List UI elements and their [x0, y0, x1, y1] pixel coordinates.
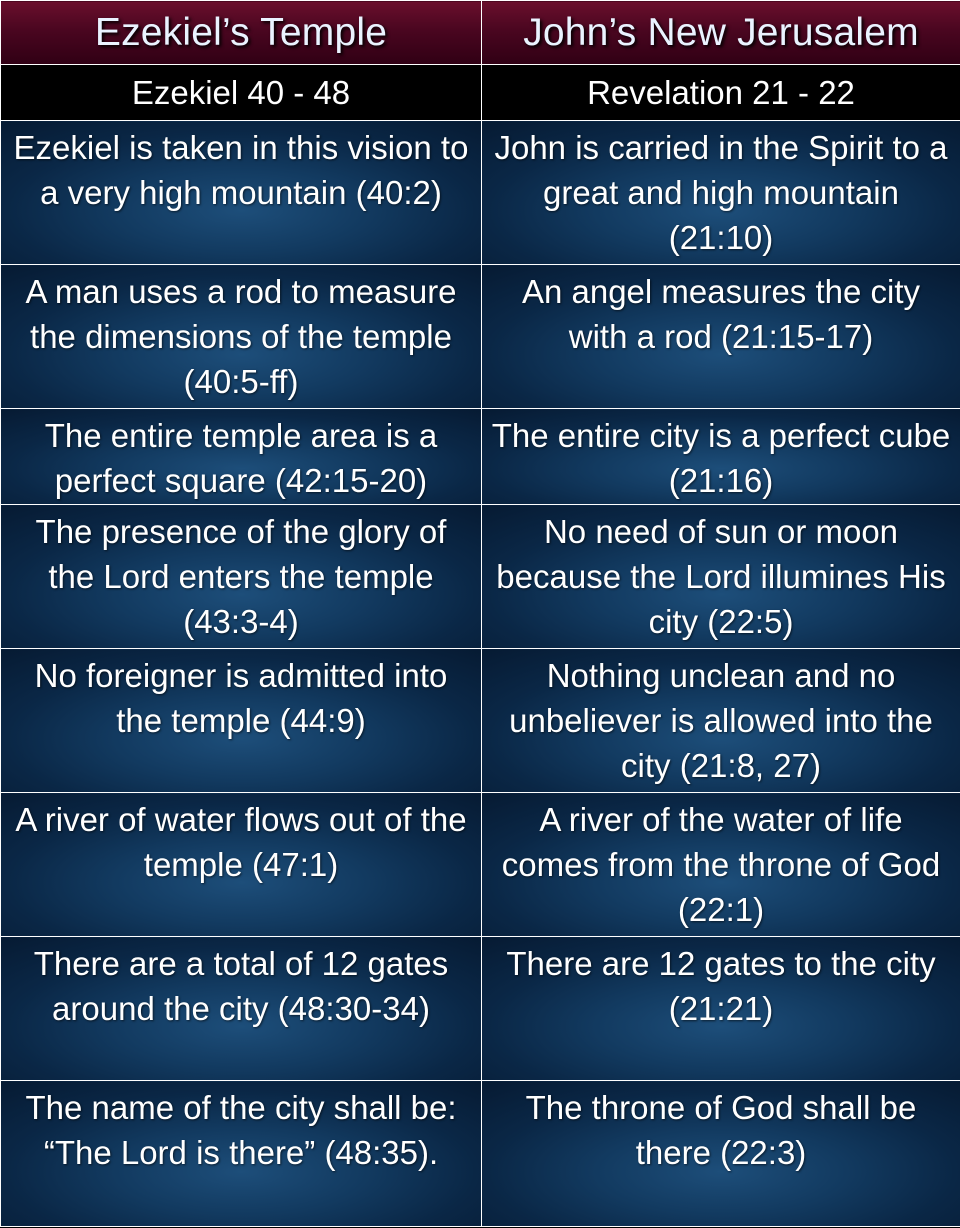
revelation-cell: No need of sun or moon because the Lord illumines His city (22:5): [482, 505, 960, 649]
revelation-cell: An angel measures the city with a rod (21:15-17): [482, 265, 960, 409]
ezekiel-cell: The presence of the glory of the Lord enters the temple (43:3-4): [1, 505, 482, 649]
revelation-cell: There are 12 gates to the city (21:21): [482, 937, 960, 1081]
header-row: [1, 1, 960, 65]
ezekiel-cell: Ezekiel is taken in this vision to a very high mountain (40:2): [1, 121, 482, 265]
table-row: [1, 121, 960, 265]
ezekiel-cell: The entire temple area is a perfect square (42:15-20): [1, 409, 482, 505]
table-row: [1, 1081, 960, 1227]
table-row: [1, 505, 960, 649]
revelation-cell: John is carried in the Spirit to a great and high mountain (21:10): [482, 121, 960, 265]
table-row: [1, 265, 960, 409]
revelation-cell: A river of the water of life comes from the throne of God (22:1): [482, 793, 960, 937]
header-johns-new-jerusalem: John’s New Jerusalem: [482, 1, 960, 65]
ezekiel-cell: A river of water flows out of the temple (47:1): [1, 793, 482, 937]
revelation-cell: The throne of God shall be there (22:3): [482, 1081, 960, 1227]
revelation-cell: The entire city is a perfect cube (21:16): [482, 409, 960, 505]
header-ezekiels-temple: Ezekiel’s Temple: [1, 1, 482, 65]
ezekiel-cell: No foreigner is admitted into the temple (44:9): [1, 649, 482, 793]
reference-revelation: Revelation 21 - 22: [482, 65, 960, 121]
ezekiel-cell: A man uses a rod to measure the dimensions of the temple (40:5-ff): [1, 265, 482, 409]
ezekiel-cell: The name of the city shall be: “The Lord is there” (48:35).: [1, 1081, 482, 1227]
ezekiel-cell: There are a total of 12 gates around the city (48:30-34): [1, 937, 482, 1081]
table-row: [1, 937, 960, 1081]
table-row: [1, 649, 960, 793]
revelation-cell: Nothing unclean and no unbeliever is allowed into the city (21:8, 27): [482, 649, 960, 793]
table-row: [1, 793, 960, 937]
reference-ezekiel: Ezekiel 40 - 48: [1, 65, 482, 121]
table-row: [1, 409, 960, 505]
reference-row: [1, 65, 960, 121]
